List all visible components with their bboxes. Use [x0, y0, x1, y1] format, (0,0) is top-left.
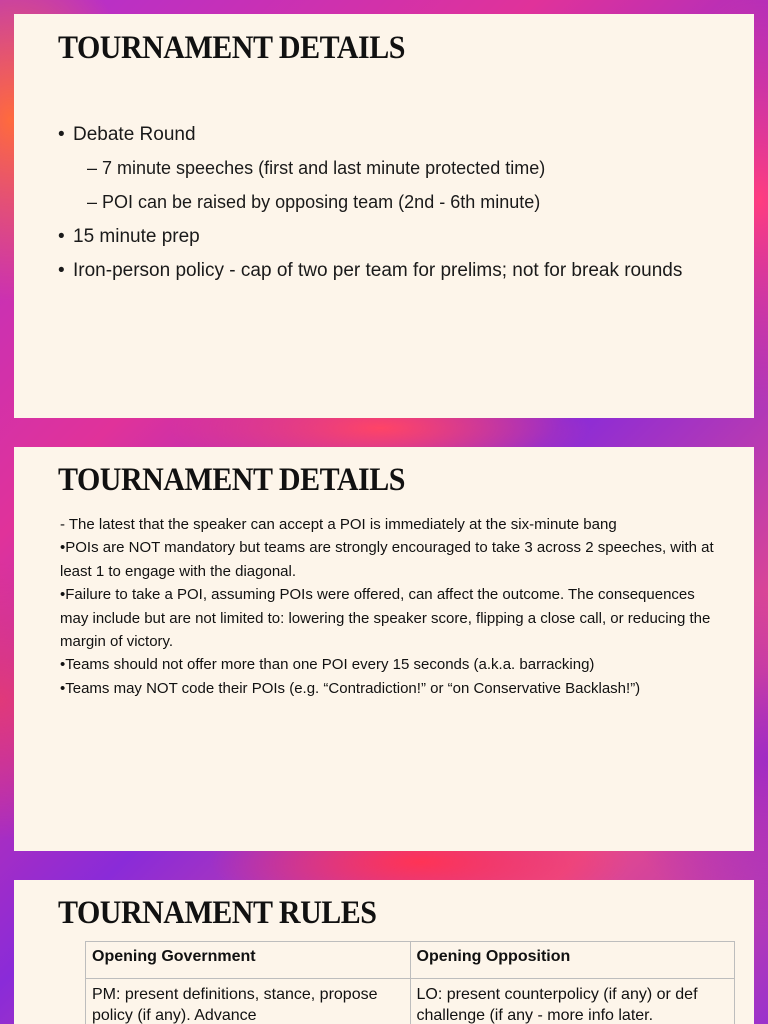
slide-title: TOURNAMENT RULES [58, 895, 377, 931]
dash-marker: – [87, 158, 98, 178]
bullet-list [58, 120, 718, 290]
bullet-item: • 15 minute prep [58, 222, 718, 251]
slide-title: TOURNAMENT DETAILS [58, 30, 405, 66]
details-line: •Failure to take a POI, assuming POIs were offered, can affect the outcome. The consequences may include but are not limited to: lowering the speaker score, flipping a close call, or reducing the margin of victory. [60, 586, 711, 651]
sub-bullet-text: POI can be raised by opposing team (2nd - 6th minute) [102, 192, 541, 212]
table-cell: LO: present counterpolicy (if any) or def challenge (if any - more info later. [410, 979, 735, 1024]
details-line: •Teams may NOT code their POIs (e.g. “Contradiction!” or “on Conservative Backlash!”) [60, 679, 641, 697]
sub-bullet-text: 7 minute speeches (first and last minute protected time) [102, 158, 546, 178]
rules-table [85, 941, 735, 1024]
table-header-row [86, 942, 735, 979]
table-header-cell: Opening Opposition [410, 942, 735, 979]
sub-bullet-item [58, 154, 718, 183]
table-header-cell: Opening Government [86, 942, 411, 979]
sub-bullet-item [58, 188, 718, 217]
details-line: •POIs are NOT mandatory but teams are strongly encouraged to take 3 across 2 speeches, with at least 1 to engage with the diagonal. [60, 539, 714, 580]
slide-title: TOURNAMENT DETAILS [58, 462, 405, 498]
slide-tournament-details-2 [14, 447, 754, 851]
table-row [86, 979, 735, 1024]
details-line: - The latest that the speaker can accept a POI is immediately at the six-minute bang [60, 516, 617, 533]
details-line: •Teams should not offer more than one POI every 15 seconds (a.k.a. barracking) [60, 656, 595, 674]
slide-tournament-rules [14, 880, 754, 1024]
slide-tournament-details-1 [14, 14, 754, 418]
dash-marker: – [87, 192, 98, 212]
bullet-item: • Iron-person policy - cap of two per team for prelims; not for break rounds [58, 256, 718, 285]
details-text-block [60, 513, 720, 700]
bullet-item: • Debate Round [58, 120, 718, 149]
table-cell: PM: present definitions, stance, propose policy (if any). Advance [86, 979, 411, 1024]
